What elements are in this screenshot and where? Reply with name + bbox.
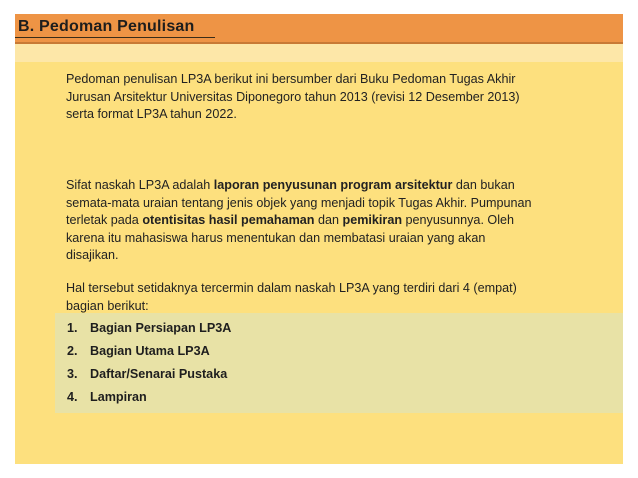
- nature-text-4: penyusunnya. Oleh karena itu mahasiswa harus menentukan dan membatasi uraian yang akan disajikan.: [66, 213, 515, 263]
- slide-panel: [15, 14, 623, 464]
- list-label: Bagian Persiapan LP3A: [90, 321, 232, 335]
- nature-text-3: dan: [314, 213, 343, 228]
- nature-text-2: dan bukan semata-mata uraian tentang jenis objek yang menjadi topik Tugas Akhir. Pumpunan terletak pada: [66, 178, 532, 228]
- section-title: B. Pedoman Penulisan: [18, 18, 195, 35]
- list-label: Daftar/Senarai Pustaka: [90, 367, 228, 381]
- intro-paragraph: Pedoman penulisan LP3A berikut ini bersumber dari Buku Pedoman Tugas Akhir Jurusan Arsitektur Universitas Diponegoro tahun 2013 (revisi 12 Desember 2013) serta format LP3A tahun 2022.: [66, 72, 520, 122]
- list-number: 2.: [67, 344, 78, 358]
- list-label: Bagian Utama LP3A: [90, 344, 210, 358]
- list-number: 1.: [67, 321, 78, 335]
- header-gap: [15, 44, 623, 62]
- section-list: [67, 317, 231, 409]
- nature-bold-1: laporan penyusunan program arsitektur: [213, 178, 453, 192]
- title-underline: [15, 37, 215, 38]
- list-number: 3.: [67, 367, 78, 381]
- nature-text-1: Sifat naskah LP3A adalah: [66, 178, 214, 192]
- list-number: 4.: [67, 390, 78, 404]
- nature-bold-2: otentisitas hasil pemahaman: [142, 213, 315, 228]
- structure-paragraph: Hal tersebut setidaknya tercermin dalam naskah LP3A yang terdiri dari 4 (empat) bagian berikut:: [66, 281, 517, 313]
- nature-paragraph: [66, 177, 536, 265]
- list-item: [67, 386, 231, 409]
- list-item: [67, 340, 231, 363]
- header-bar: [15, 14, 623, 42]
- list-item: [67, 317, 231, 340]
- list-label: Lampiran: [90, 390, 147, 404]
- list-item: [67, 363, 231, 386]
- nature-bold-3: pemikiran: [342, 213, 403, 228]
